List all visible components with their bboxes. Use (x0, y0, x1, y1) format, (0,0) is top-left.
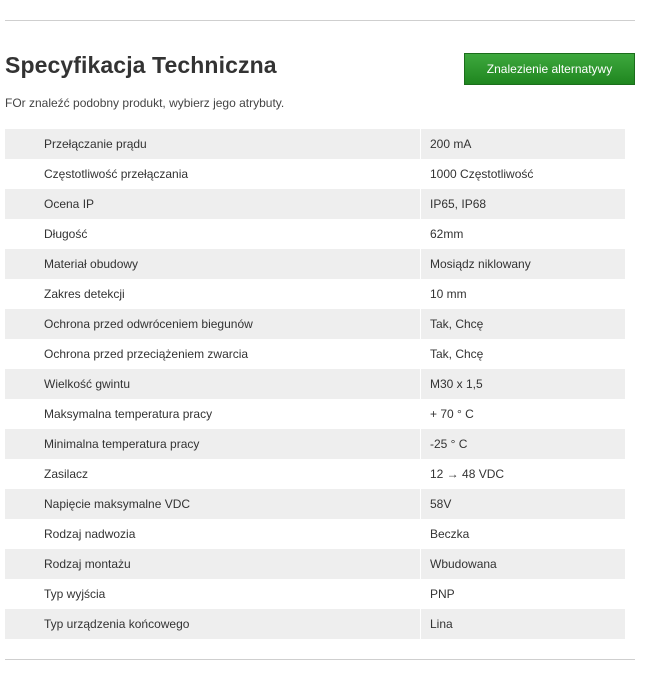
spec-row (5, 519, 625, 549)
spec-value: 200 mA (420, 129, 625, 159)
spec-value: 12 → 48 VDC (420, 459, 625, 489)
spec-value: Lina (420, 609, 625, 639)
spec-label: Długość (44, 227, 88, 241)
spec-row (5, 609, 625, 639)
spec-label: Maksymalna temperatura pracy (44, 407, 213, 421)
spec-label: Typ wyjścia (44, 587, 106, 601)
spec-label: Minimalna temperatura pracy (44, 437, 200, 451)
spec-label: Zakres detekcji (44, 287, 125, 301)
spec-label: Ochrona przed odwróceniem biegunów (44, 317, 253, 331)
spec-row (5, 429, 625, 459)
spec-value: 58V (420, 489, 625, 519)
spec-row (5, 309, 625, 339)
spec-value: Beczka (420, 519, 625, 549)
spec-label: Zasilacz (44, 467, 89, 481)
spec-label: Materiał obudowy (44, 257, 139, 271)
spec-label: Napięcie maksymalne VDC (44, 497, 191, 511)
spec-row (5, 279, 625, 309)
page-title: Specyfikacja Techniczna (5, 52, 277, 78)
spec-value: Mosiądz niklowany (420, 249, 625, 279)
find-alternative-button[interactable]: Znalezienie alternatywy (464, 53, 635, 85)
spec-label: Przełączanie prądu (44, 137, 147, 151)
spec-row (5, 219, 625, 249)
spec-row (5, 189, 625, 219)
page-subtitle: FOr znaleźć podobny produkt, wybierz jego atrybuty. (5, 96, 285, 110)
spec-row (5, 369, 625, 399)
spec-row (5, 459, 625, 489)
spec-value: 1000 Częstotliwość (420, 159, 625, 189)
spec-row (5, 549, 625, 579)
top-divider (5, 20, 635, 21)
spec-value: + 70 ° C (420, 399, 625, 429)
spec-row (5, 399, 625, 429)
spec-value: -25 ° C (420, 429, 625, 459)
spec-value: IP65, IP68 (420, 189, 625, 219)
spec-row (5, 339, 625, 369)
spec-row (5, 249, 625, 279)
spec-label: Rodzaj montażu (44, 557, 131, 571)
spec-value: Tak, Chcę (420, 339, 625, 369)
spec-value: Wbudowana (420, 549, 625, 579)
spec-value: 10 mm (420, 279, 625, 309)
spec-label: Ocena IP (44, 197, 95, 211)
spec-label: Rodzaj nadwozia (44, 527, 136, 541)
spec-label: Ochrona przed przeciążeniem zwarcia (44, 347, 249, 361)
bottom-divider (5, 659, 635, 660)
spec-label: Typ urządzenia końcowego (44, 617, 190, 631)
spec-value: 62mm (420, 219, 625, 249)
spec-value: PNP (420, 579, 625, 609)
spec-value: M30 x 1,5 (420, 369, 625, 399)
spec-row (5, 129, 625, 159)
spec-row (5, 489, 625, 519)
spec-table (5, 129, 625, 639)
spec-row (5, 159, 625, 189)
spec-value: Tak, Chcę (420, 309, 625, 339)
spec-label: Częstotliwość przełączania (44, 167, 189, 181)
spec-label: Wielkość gwintu (44, 377, 131, 391)
spec-row (5, 579, 625, 609)
